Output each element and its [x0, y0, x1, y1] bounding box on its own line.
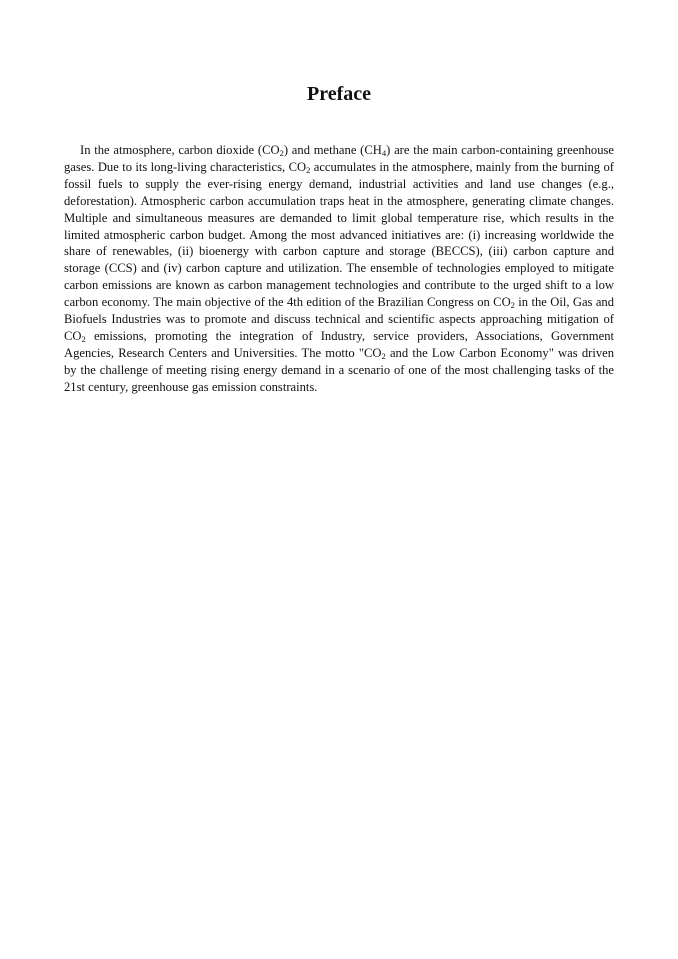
text-run: and the Low Carbon Economy" was driven by the challenge of meeting rising energy demand in a scenario of one of the most challenging tasks of the 21st century, greenhouse gas emission constraints. — [64, 345, 615, 394]
preface-paragraph — [64, 142, 614, 396]
text-run: in the Oil, Gas and Biofuels Industries was to promote and discuss technical and scientific aspects approaching mitigation of CO — [64, 295, 614, 343]
text-run: emissions, promoting the integration of Industry, service providers, Associations, Government Agencies, Research Centers and Universities. The motto "CO — [64, 328, 614, 360]
subscript: 2 — [306, 164, 311, 175]
page-title: Preface — [306, 83, 372, 105]
text-run: In the atmosphere, carbon dioxide (CO — [80, 143, 280, 157]
subscript: 2 — [510, 300, 515, 311]
text-run: accumulates in the atmosphere, mainly from the burning of fossil fuels to supply the ever-rising energy demand, industrial activities and land use changes (e.g., deforestation). Atmospheric carbon accumulation traps heat in the atmosphere, generating climate changes. Multiple and simultaneous measures are demanded to limit global temperature rise, which results in the limited atmospheric carbon budget. Among the most advanced initiatives are: (i) increasing worldwide the share of renewables, (ii) bioenergy with carbon capture and storage (BECCS), (iii) carbon capture and storage (CCS) and (iv) carbon capture and utilization. The ensemble of technologies employed to mitigate carbon emissions are known as carbon management technologies and contribute to the urged shift to a low carbon economy. The main objective of the 4th edition of the Brazilian Congress on CO — [64, 159, 614, 310]
text-run: ) and methane (CH — [283, 143, 382, 157]
subscript: 2 — [381, 350, 386, 361]
subscript: 2 — [279, 148, 284, 158]
subscript: 2 — [81, 333, 86, 344]
subscript: 4 — [381, 148, 387, 158]
text-run: ) are the main carbon-containing greenhouse gases. Due to its long-living characteristics, CO — [64, 143, 615, 174]
